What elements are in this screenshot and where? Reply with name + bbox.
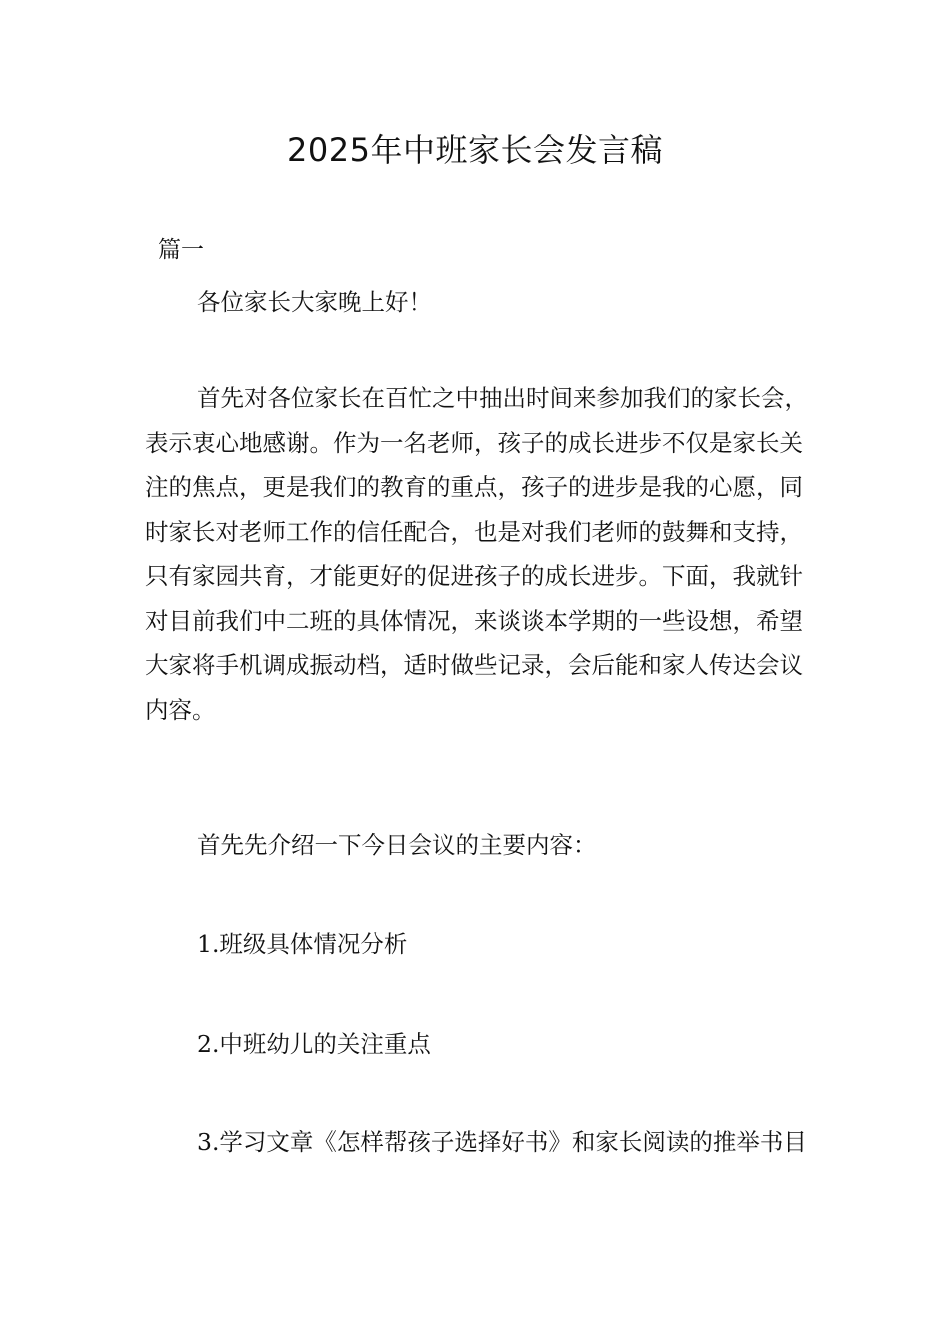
section-label: 篇一 xyxy=(158,237,204,263)
agenda-intro-paragraph: 首先先介绍一下今日会议的主要内容： xyxy=(197,831,597,859)
agenda-item-2: 2.中班幼儿的关注重点 xyxy=(197,1030,431,1058)
agenda-item-1: 1.班级具体情况分析 xyxy=(197,930,408,958)
document-title: 2025年中班家长会发言稿 xyxy=(287,131,663,169)
opening-paragraph: 首先对各位家长在百忙之中抽出时间来参加我们的家长会，表示衷心地感谢。作为一名老师，孩子的成长进步不仅是家长关注的焦点，更是我们的教育的重点，孩子的进步是我的心愿，同时家长对老师工作的信任配合，也是对我们老师的鼓舞和支持，只有家园共育，才能更好的促进孩子的成长进步。下面，我就针对目前我们中二班的具体情况，来谈谈本学期的一些设想，希望大家将手机调成振动档，适时做些记录，会后能和家人传达会议内容。 xyxy=(145,384,808,724)
greeting-paragraph: 各位家长大家晚上好！ xyxy=(197,288,432,316)
agenda-item-3: 3.学习文章《怎样帮孩子选择好书》和家长阅读的推举书目 xyxy=(197,1128,807,1156)
